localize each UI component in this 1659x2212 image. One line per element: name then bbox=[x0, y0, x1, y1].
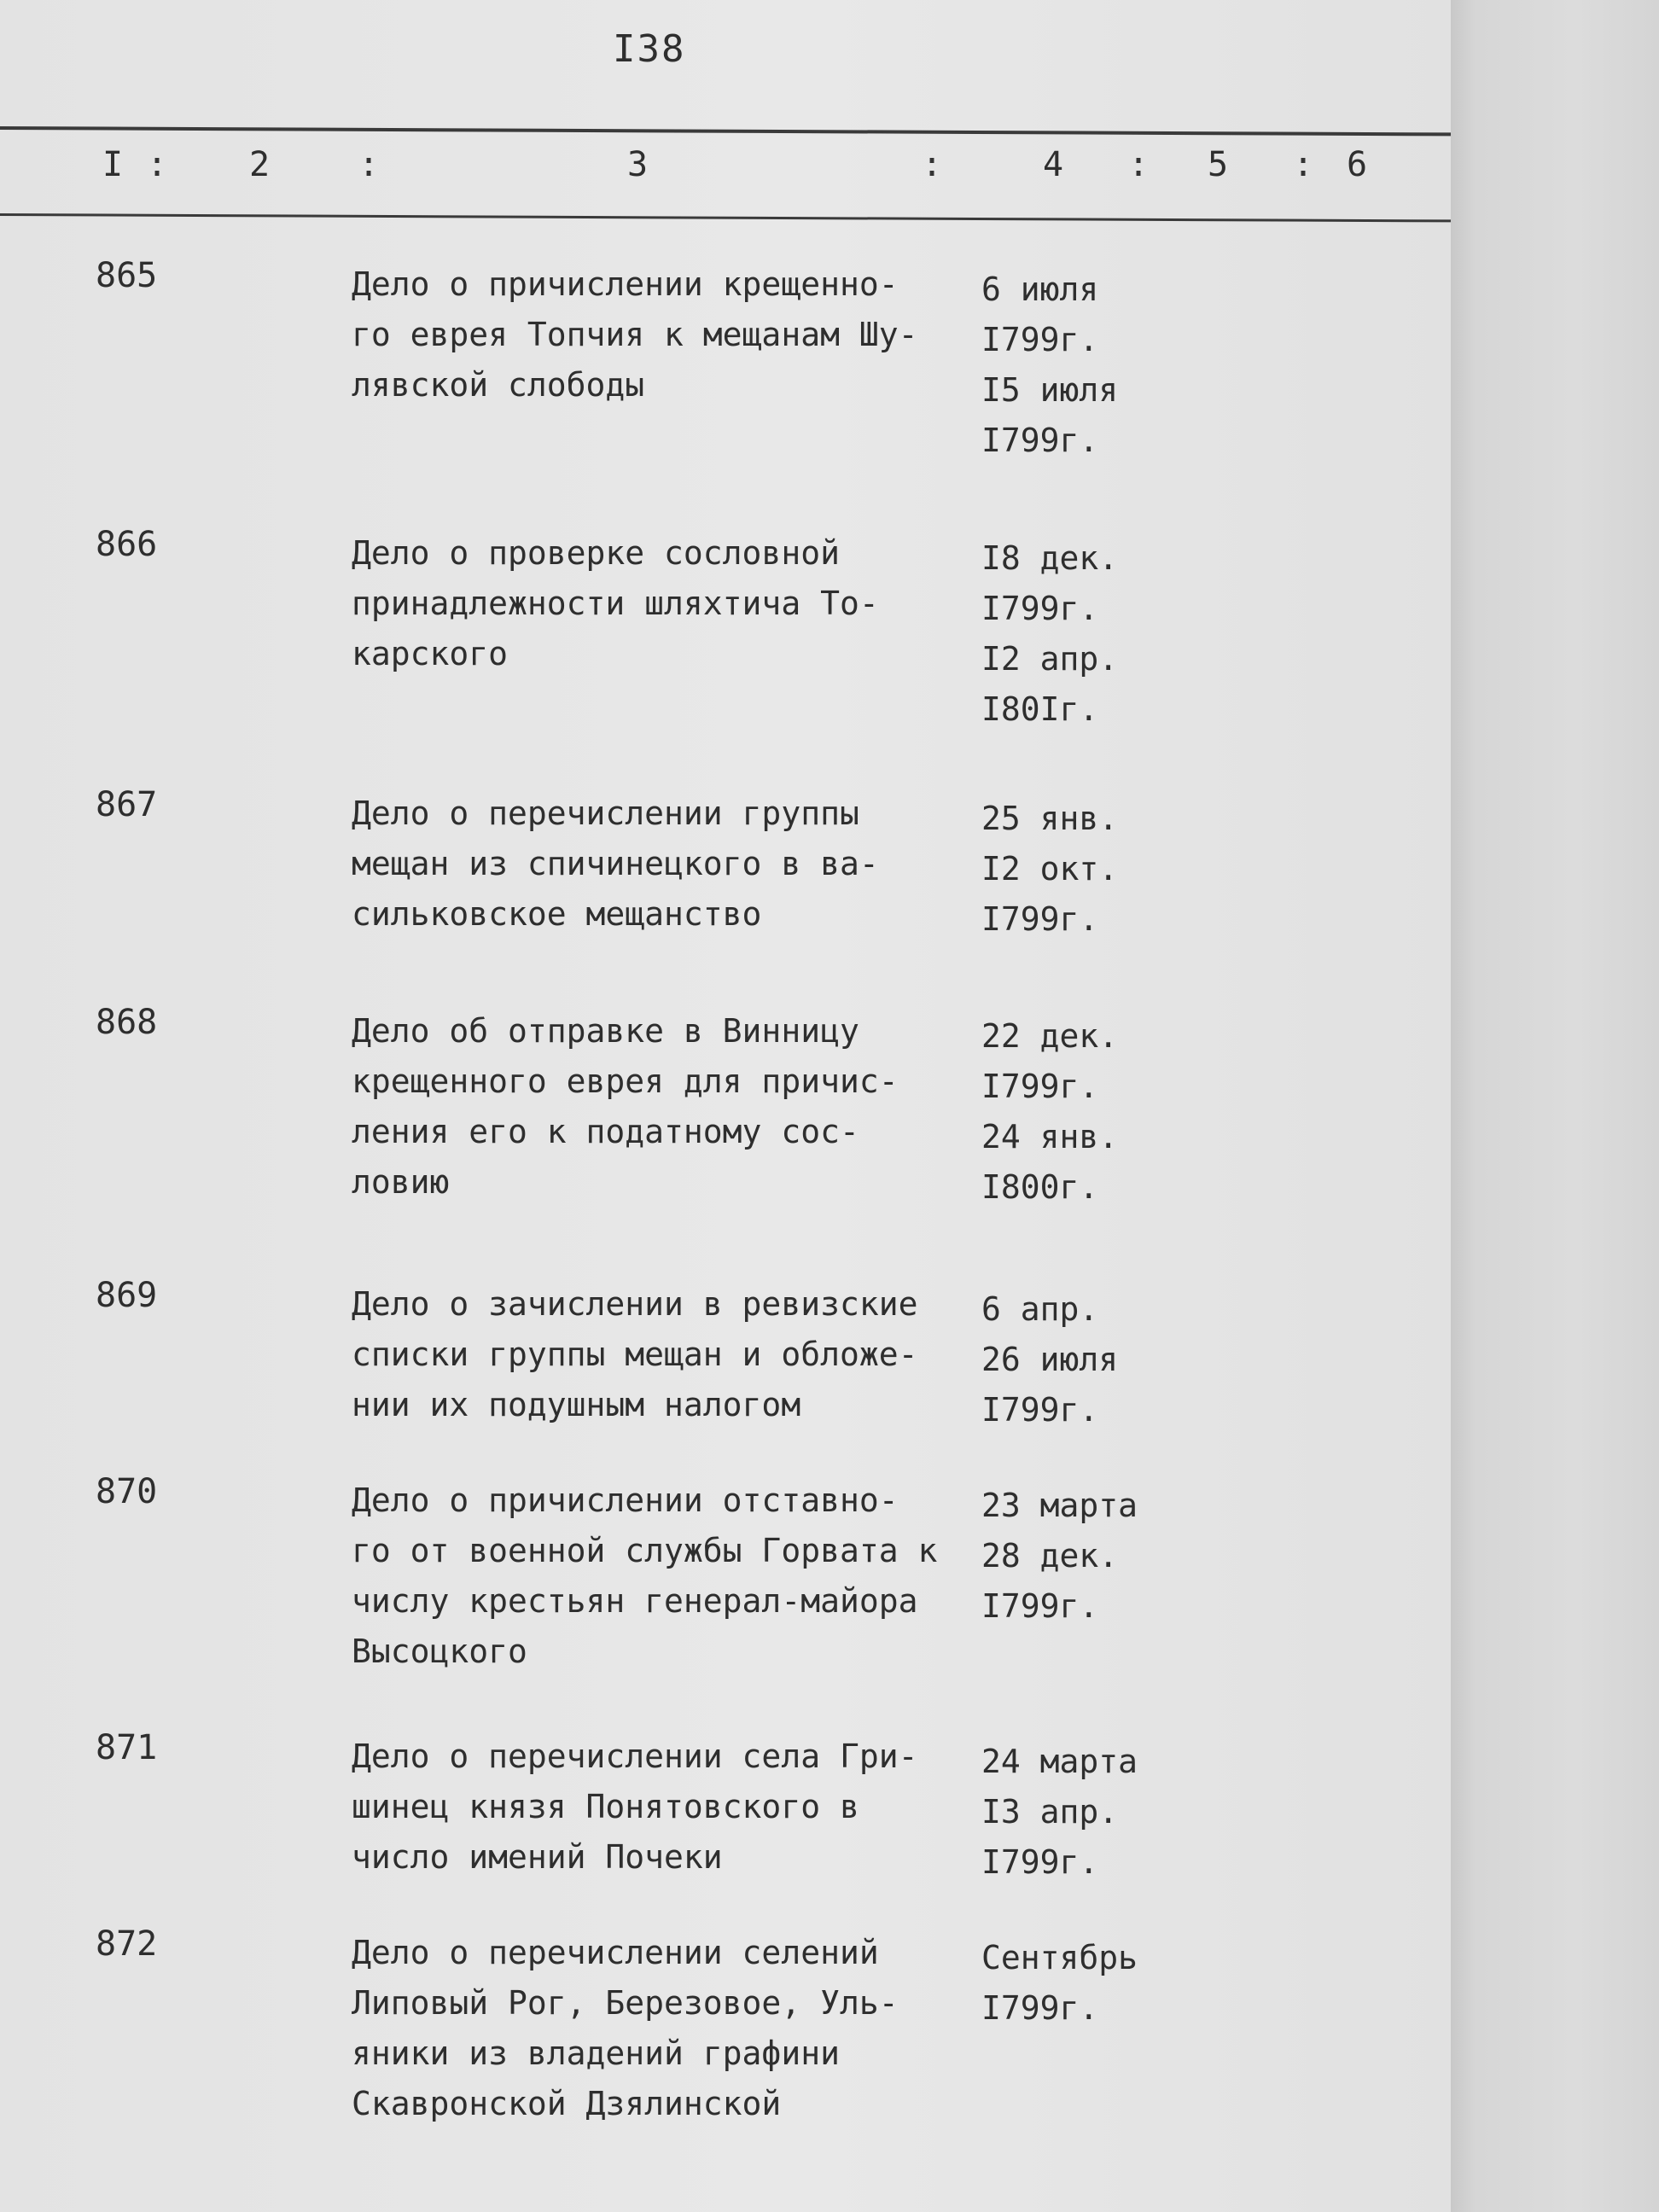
adjacent-page-edge bbox=[1451, 0, 1659, 2212]
entry-title bbox=[352, 1732, 983, 1883]
entry-title-line: Липовый Рог, Березовое, Уль- bbox=[352, 1984, 899, 2022]
header-top-rule bbox=[0, 126, 1451, 136]
entry-date-line: 24 марта bbox=[981, 1743, 1138, 1780]
entry-number: 872 bbox=[96, 1924, 158, 1964]
entry-title-line: лявской слободы bbox=[352, 366, 645, 404]
entry-date-line: 6 апр. bbox=[981, 1290, 1099, 1328]
entry-dates bbox=[981, 265, 1118, 466]
entry-title bbox=[352, 1006, 983, 1208]
entry-title-line: Дело о причислении отставно- bbox=[352, 1481, 899, 1519]
entry-date-line: I5 июля bbox=[981, 371, 1119, 409]
entry-dates bbox=[981, 794, 1118, 945]
entry-dates bbox=[981, 533, 1118, 735]
entry-date-line: I800г. bbox=[981, 1168, 1099, 1206]
entry-title-line: нии их подушным налогом bbox=[352, 1386, 801, 1423]
entry-date-line: I799г. bbox=[981, 1068, 1099, 1105]
entry-date-line: 6 июля bbox=[981, 271, 1099, 308]
entry-date-line: I799г. bbox=[981, 900, 1099, 938]
entry-title-line: карского bbox=[352, 635, 509, 672]
entry-date-line: Сентябрь bbox=[981, 1939, 1138, 1976]
entry-number: 868 bbox=[96, 1003, 158, 1042]
entry-dates bbox=[981, 1284, 1118, 1435]
column-header-5: 5 bbox=[1208, 145, 1229, 184]
entry-date-line: 28 дек. bbox=[981, 1537, 1119, 1575]
entry-dates bbox=[981, 1737, 1138, 1888]
column-separator: : bbox=[922, 145, 943, 184]
column-separator: : bbox=[147, 145, 168, 184]
entry-date-line: I799г. bbox=[981, 1989, 1099, 2027]
entry-date-line: I2 апр. bbox=[981, 640, 1119, 678]
entry-dates bbox=[981, 1481, 1138, 1632]
entry-title-line: ловию bbox=[352, 1163, 450, 1201]
entry-title-line: Дело об отправке в Винницу bbox=[352, 1012, 859, 1050]
header-bottom-rule bbox=[0, 213, 1451, 222]
entry-number: 867 bbox=[96, 785, 158, 824]
column-separator: : bbox=[1128, 145, 1150, 184]
entry-title-line: Скавронской Дзялинской bbox=[352, 2085, 782, 2122]
entry-title-line: шинец князя Понятовского в bbox=[352, 1788, 859, 1825]
entry-title-line: го еврея Топчия к мещанам Шу- bbox=[352, 316, 918, 353]
column-header-4: 4 bbox=[1043, 145, 1064, 184]
entry-date-line: I3 апр. bbox=[981, 1793, 1119, 1831]
entry-date-line: 22 дек. bbox=[981, 1017, 1119, 1055]
entry-date-line: I2 окт. bbox=[981, 850, 1119, 888]
entry-title bbox=[352, 528, 983, 679]
entry-title bbox=[352, 1928, 983, 2129]
entry-title-line: ления его к податному сос- bbox=[352, 1113, 859, 1150]
column-header-6: 6 bbox=[1347, 145, 1368, 184]
entry-title-line: крещенного еврея для причис- bbox=[352, 1062, 899, 1100]
entry-title-line: принадлежности шляхтича То- bbox=[352, 585, 879, 622]
entry-title-line: Дело о зачислении в ревизские bbox=[352, 1285, 918, 1323]
entry-title-line: Дело о перечислении села Гри- bbox=[352, 1738, 918, 1775]
entry-title-line: мещан из спичинецкого в ва- bbox=[352, 845, 879, 882]
column-header-3: 3 bbox=[627, 145, 649, 184]
entry-title-line: списки группы мещан и обложе- bbox=[352, 1336, 918, 1373]
entry-date-line: I799г. bbox=[981, 590, 1099, 627]
entry-date-line: I799г. bbox=[981, 321, 1099, 358]
column-separator: : bbox=[358, 145, 380, 184]
page-number: I38 bbox=[613, 27, 686, 71]
entry-date-line: I799г. bbox=[981, 1587, 1099, 1625]
entry-title bbox=[352, 1279, 983, 1430]
entry-date-line: 23 марта bbox=[981, 1487, 1138, 1524]
entry-number: 865 bbox=[96, 256, 158, 295]
entry-title bbox=[352, 789, 983, 940]
entry-number: 871 bbox=[96, 1728, 158, 1767]
entry-date-line: I8 дек. bbox=[981, 539, 1119, 577]
entry-date-line: 25 янв. bbox=[981, 800, 1119, 837]
entry-date-line: I799г. bbox=[981, 1391, 1099, 1429]
entry-title-line: число имений Почеки bbox=[352, 1838, 723, 1876]
entry-title-line: Дело о причислении крещенно- bbox=[352, 265, 899, 303]
entry-title bbox=[352, 259, 983, 410]
entry-title-line: Высоцкого bbox=[352, 1633, 527, 1670]
entry-title-line: го от военной службы Горвата к bbox=[352, 1532, 938, 1569]
entry-title-line: Дело о перечислении селений bbox=[352, 1934, 879, 1971]
entry-title-line: Дело о перечислении группы bbox=[352, 795, 859, 832]
column-header-2: 2 bbox=[249, 145, 271, 184]
entry-title-line: яники из владений графини bbox=[352, 2034, 840, 2072]
entry-date-line: I799г. bbox=[981, 1843, 1099, 1881]
entry-title bbox=[352, 1476, 983, 1677]
entry-date-line: 26 июля bbox=[981, 1341, 1119, 1378]
entry-dates bbox=[981, 1011, 1118, 1213]
entry-number: 869 bbox=[96, 1276, 158, 1315]
column-header-1: I bbox=[102, 145, 124, 184]
entry-date-line: I80Iг. bbox=[981, 690, 1099, 728]
entry-dates bbox=[981, 1933, 1138, 2034]
entry-date-line: I799г. bbox=[981, 422, 1099, 459]
entry-title-line: числу крестьян генерал-майора bbox=[352, 1582, 918, 1620]
entry-date-line: 24 янв. bbox=[981, 1118, 1119, 1155]
entry-number: 866 bbox=[96, 525, 158, 564]
entry-title-line: сильковское мещанство bbox=[352, 895, 762, 933]
entry-title-line: Дело о проверке сословной bbox=[352, 534, 840, 572]
column-separator: : bbox=[1293, 145, 1314, 184]
entry-number: 870 bbox=[96, 1472, 158, 1511]
